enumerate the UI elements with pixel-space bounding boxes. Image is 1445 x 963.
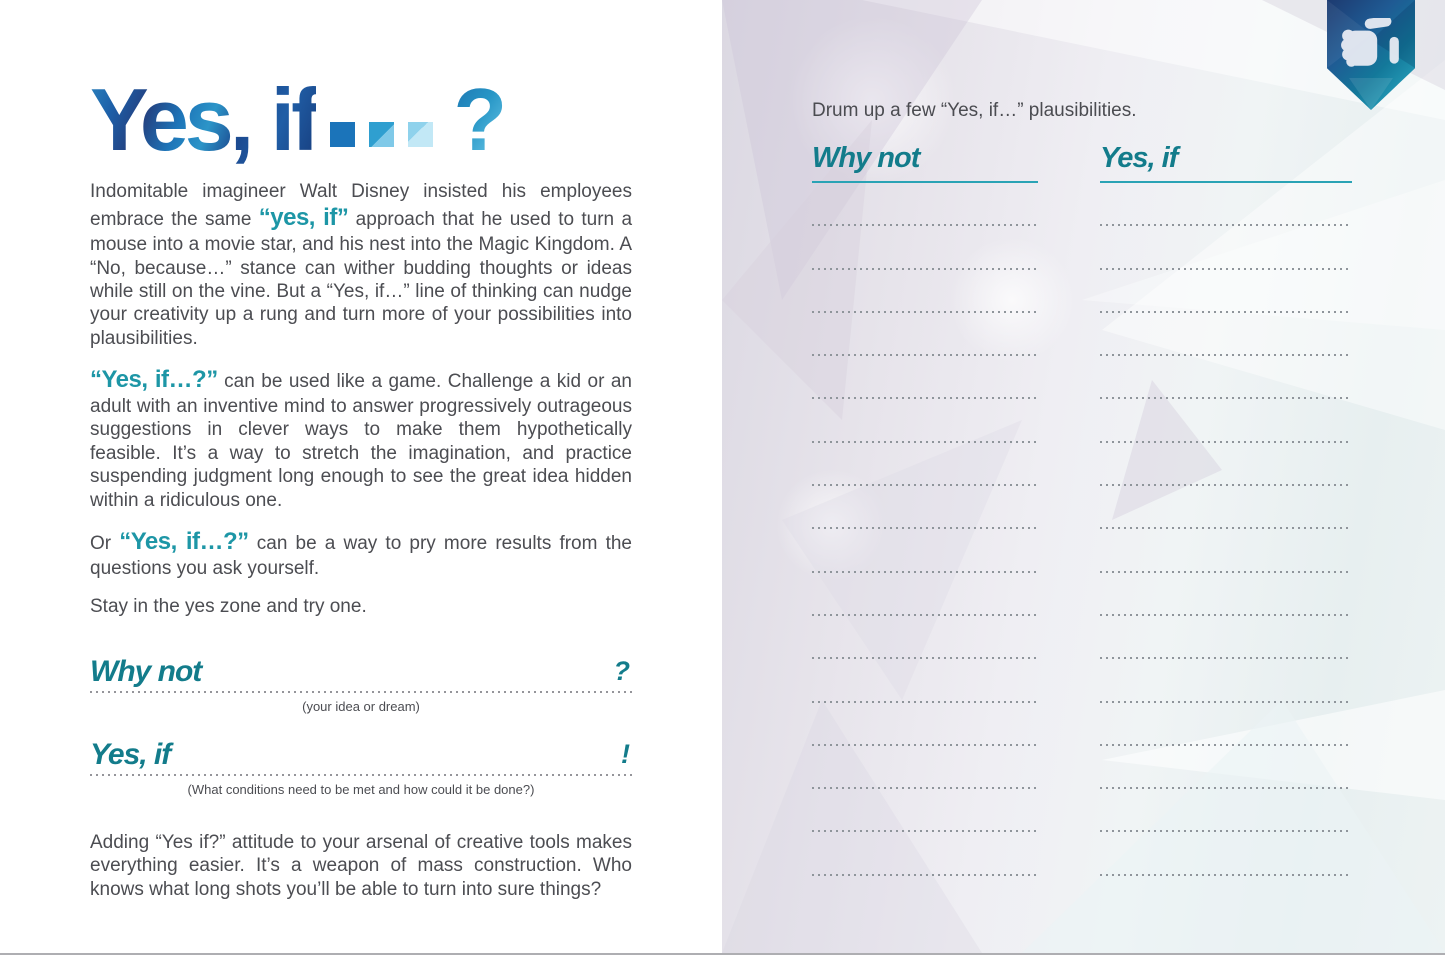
title-ellipsis [330,123,447,155]
write-in-line [1100,399,1352,442]
column-header-why-not: Why not [812,142,920,174]
intro-paragraphs [90,180,632,619]
body-paragraph: Indomitable imagineer Walt Disney insisted his employees embrace the same “yes, if” approach that he used to turn a mouse into a movie star, and his nest into the Magic Kingdom. A “No, because…” stance can wither budding thoughts or ideas while still on the vine. But a “Yes, if…” line of thinking can nudge your creativity up a rung and turn more of your possibilities into plausibilities. [90,181,633,349]
title-question-mark: ? [453,70,508,169]
title-ellipsis-dot [408,122,433,147]
write-in-line [812,789,1038,832]
write-in-line [812,183,1038,226]
why-not-mark: ? [613,655,630,686]
write-in-line [1100,356,1352,399]
title-ellipsis-dot [330,122,355,147]
write-in-line [812,356,1038,399]
left-page [0,0,722,953]
write-in-line [812,832,1038,875]
write-in-line [1100,226,1352,269]
page-bottom-edge [0,953,1445,955]
why-not-label: Why not [90,654,202,688]
write-in-line [812,313,1038,356]
why-not-fill-in [90,649,632,714]
body-paragraph: Or “Yes, if…?” can be a way to pry more results from the questions you ask yourself. [90,528,632,579]
why-not-caption: (your idea or dream) [302,698,420,714]
body-paragraph: Stay in the yes zone and try one. [90,596,367,618]
yes-if-mark: ! [621,738,630,769]
write-in-line [812,746,1038,789]
accent-phrase: “Yes, if…?” [119,528,249,556]
accent-phrase: “Yes, if…?” [90,366,218,394]
write-in-line [1100,703,1352,746]
write-in-line [812,399,1038,442]
write-in-lines-why-not [812,183,1038,876]
write-in-line [1100,573,1352,616]
body-paragraph: Adding “Yes if?” attitude to your arsenal of creative tools makes everything easier. It’s a weapon of mass construction. Who knows what long shots you’ll be able to turn into sure things? [90,831,632,900]
write-in-line [812,703,1038,746]
exercise-prompt: Drum up a few “Yes, if…” plausibilities. [812,100,1137,121]
worksheet-columns [812,144,1352,876]
why-not-rule-row [90,649,632,688]
yes-if-caption: (What conditions need to be met and how could it be done?) [187,781,535,797]
write-in-line [1100,486,1352,529]
yes-if-label: Yes, if [90,737,171,771]
why-not-column [812,144,1038,876]
write-in-line [1100,659,1352,702]
write-in-line [1100,443,1352,486]
write-in-line [1100,832,1352,875]
body-paragraph: “Yes, if…?” can be used like a game. Challenge a kid or an adult with an inventive mind to answer progressively outrageous suggestions in clever ways to make them hypothetically feasible. It’s a way to stretch the imagination, and practice suspending judgment long enough to see the great idea hidden within a ridiculous one. [90,366,632,511]
write-in-line [1100,183,1352,226]
write-in-line [812,270,1038,313]
write-in-line [1100,616,1352,659]
yes-if-rule-row [90,732,632,771]
write-in-line [1100,529,1352,572]
column-header-yes-if: Yes, if [1100,142,1178,174]
write-in-line [812,486,1038,529]
write-in-line [90,691,632,693]
closing-paragraph [90,831,632,901]
yes-if-fill-in [90,732,632,797]
right-page [722,0,1445,953]
write-in-line [812,659,1038,702]
write-in-line [812,226,1038,269]
write-in-line [90,774,632,776]
write-in-line [812,529,1038,572]
title-ellipsis-dot [369,122,394,147]
write-in-line [812,443,1038,486]
write-in-line [812,616,1038,659]
write-in-line [1100,313,1352,356]
worksheet [722,0,1445,876]
write-in-line [812,573,1038,616]
title-text: Yes, if [90,70,317,169]
yes-if-column [1100,144,1352,876]
write-in-line [1100,270,1352,313]
write-in-line [1100,746,1352,789]
accent-phrase: “yes, if” [258,204,349,232]
write-in-lines-yes-if [1100,183,1352,876]
write-in-line [1100,789,1352,832]
page-title [90,70,632,169]
